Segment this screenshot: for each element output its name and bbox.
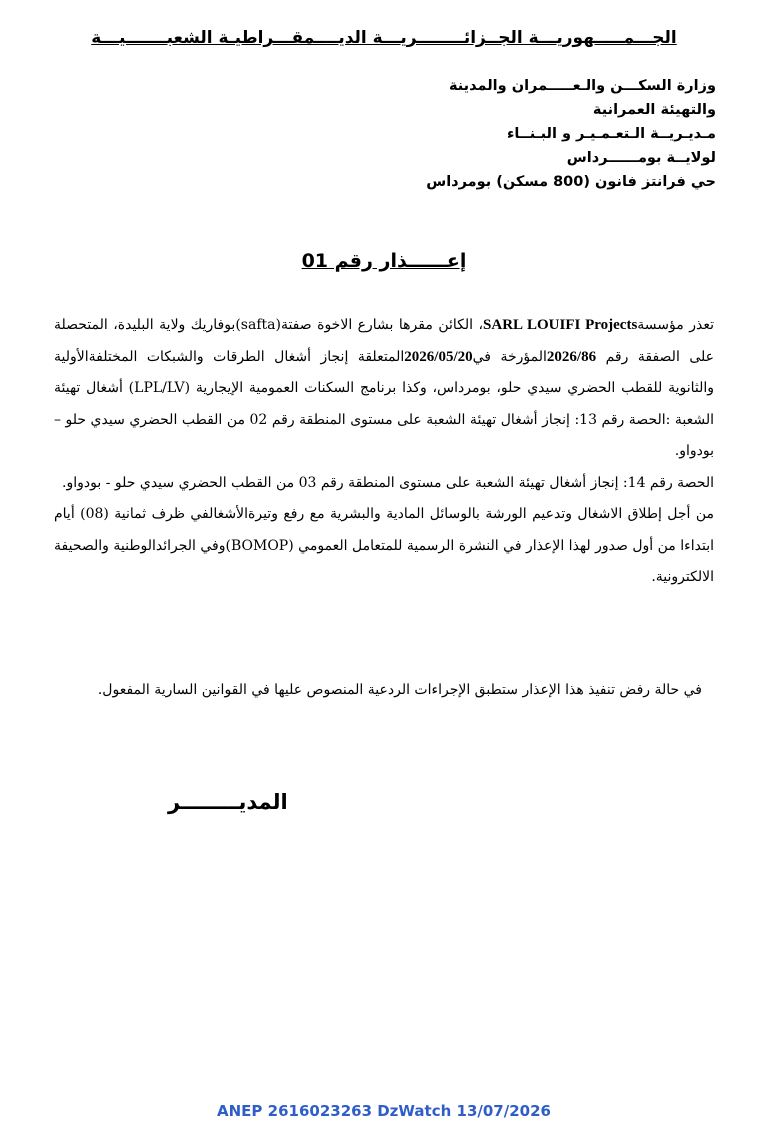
director-signature: المديــــــــر — [168, 790, 288, 814]
contract-number: 2026/86 — [546, 348, 597, 365]
body-text-segment: تعذر مؤسسة — [637, 317, 714, 333]
body-text-segment: ، الكائن مقرها بشارع الاخوة صفتة(safta)بوفاريك ولاية البليدة، المتحصلة على الصفقة رقم — [54, 317, 714, 365]
publication-reference: ANEP 2616023263 DzWatch 13/07/2026 — [217, 1102, 551, 1120]
ministry-line: وزارة السكـــن والـعـــــمران والمدينة — [448, 78, 716, 94]
body-paragraph-1 — [54, 310, 714, 468]
address-line: حي فرانتز فانون (800 مسكن) بومرداس — [426, 174, 716, 190]
province-line: لولايــة بومــــــرداس — [566, 150, 716, 166]
directorate-line: مـديـريــة الـتعـمـيـر و البـنــاء — [506, 126, 716, 142]
body-text-segment: المتعلقة إنجاز أشغال الطرقات والشبكات المختلفةالأولية والثانوية للقطب الحضري سيدي حلو، بومرداس، وكذا برنامج السكنات العمومية الإيجارية (LPL/LV) أشغال تهيئة الشعبة :الحصة رقم 13: إنجاز أشغال تهيئة الشعبة على مستوى المنطقة رقم 02 من القطب الحضري سيدي حلو – بودواو. — [54, 348, 715, 459]
notice-title: إعــــــذار رقم 01 — [301, 250, 467, 272]
issuing-authority-block — [296, 74, 716, 194]
body-text-segment: المؤرخة في — [472, 348, 547, 365]
body-paragraph-2: الحصة رقم 14: إنجاز أشغال تهيئة الشعبة على مستوى المنطقة رقم 03 من القطب الحضري سيدي حلو - بودواو. — [62, 474, 714, 491]
company-name: SARL LOUIFI Projects — [483, 317, 638, 333]
republic-heading: الجـــمـــــهوريـــة الجــزائــــــــريـــة الديــــمقـــراطيـة الشعبـــــــيـــة — [91, 28, 677, 48]
body-paragraph-3: من أجل إطلاق الاشغال وتدعيم الورشة بالوسائل المادية والبشرية مع رفع وتيرةالأشغالفي ظرف ثمانية (08) أيام ابتداءا من أول صدور لهذا الإعذار في النشرة الرسمية للمتعامل العمومي (BOMOP)وفي الجرائدالوطنية والصحيفة الالكترونية. — [54, 506, 714, 585]
notice-body — [54, 310, 714, 594]
contract-date: 2026/05/20 — [404, 348, 473, 365]
ministry-line: والتهيئة العمرانية — [592, 102, 716, 118]
closing-warning: في حالة رفض تنفيذ هذا الإعذار ستطبق الإجراءات الردعية المنصوص عليها في القوانين السارية المفعول. — [97, 682, 702, 698]
